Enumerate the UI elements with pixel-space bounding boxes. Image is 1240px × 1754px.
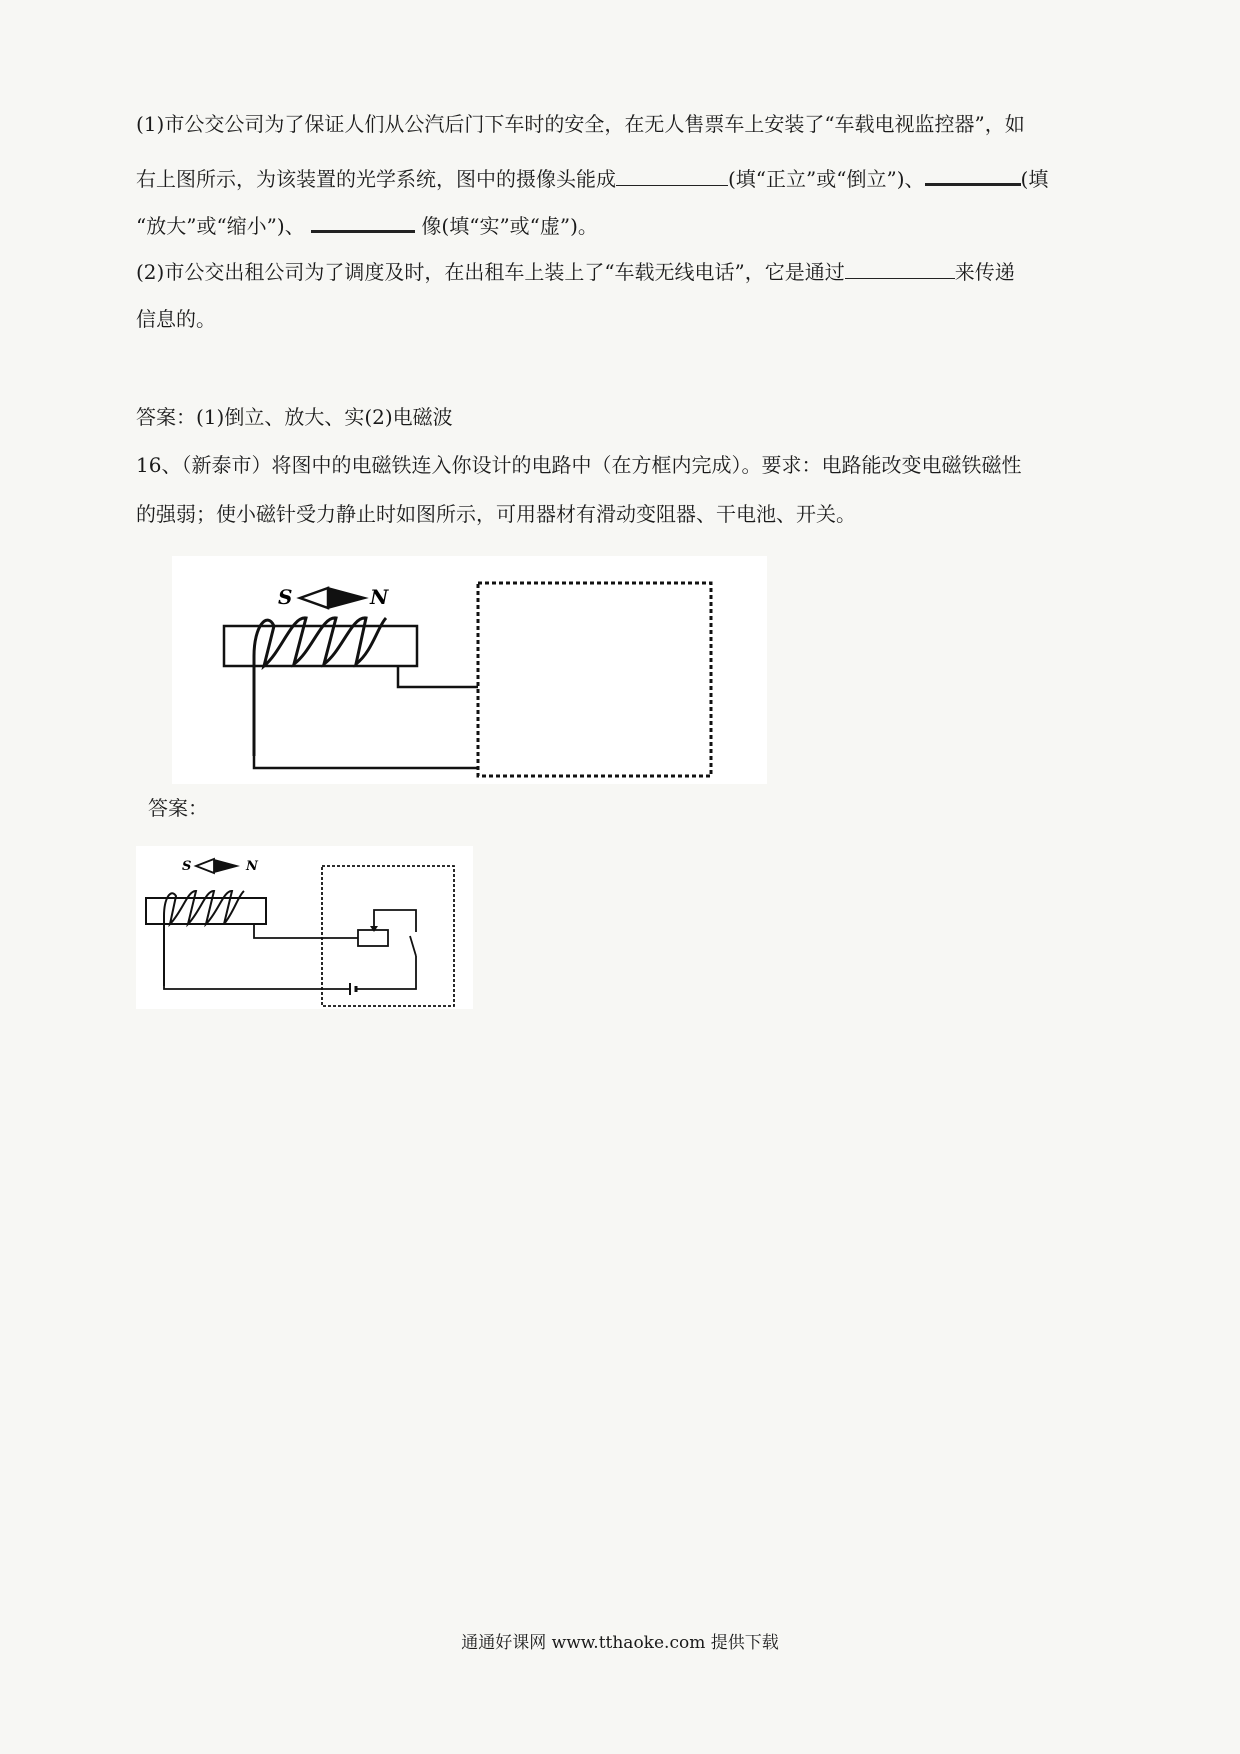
answer-wire-top bbox=[374, 910, 416, 932]
blank-image-type[interactable] bbox=[311, 210, 415, 233]
q15-line5: 信息的。 bbox=[136, 307, 216, 331]
answer-needle-south bbox=[196, 859, 214, 873]
needle-north-half bbox=[328, 588, 365, 608]
q16-line2: 的强弱；使小磁针受力静止时如图所示，可用器材有滑动变阻器、干电池、开关。 bbox=[136, 502, 856, 526]
q15-line3: “放大”或“缩小”)、 像(填“实”或“虚”)。 bbox=[136, 210, 1126, 238]
blank-signal-medium[interactable] bbox=[845, 258, 955, 279]
answer-north-label: N bbox=[246, 859, 258, 874]
answer-circuit-figure bbox=[136, 846, 473, 1009]
q15-line4: (2)市公交出租公司为了调度及时，在出租车上装上了“车载无线电话”，它是通过 来传递 bbox=[136, 260, 1015, 284]
south-label: S bbox=[278, 585, 293, 609]
design-box[interactable] bbox=[478, 583, 711, 776]
electromagnet-figure bbox=[172, 556, 767, 784]
electromagnet-diagram bbox=[172, 556, 767, 784]
wire-right bbox=[398, 666, 478, 687]
blank-orientation[interactable] bbox=[616, 165, 728, 186]
switch-blade bbox=[410, 936, 416, 956]
blank-size[interactable] bbox=[925, 163, 1021, 186]
answer-south-label: S bbox=[182, 859, 192, 874]
answer-circuit-diagram bbox=[136, 846, 473, 1009]
north-label: N bbox=[370, 585, 389, 609]
answer-15: 答案：(1)倒立、放大、实(2)电磁波 bbox=[136, 405, 453, 429]
answer-wire-bottom-right bbox=[356, 956, 416, 989]
answer-wire-right bbox=[254, 924, 358, 938]
q15-line1: (1)市公交公司为了保证人们从公汽后门下车时的安全，在无人售票车上安装了“车载电视监控器”，如 bbox=[136, 112, 1025, 136]
q15-line2: 右上图所示，为该装置的光学系统，图中的摄像头能成 (填“正立”或“倒立”)、 (填 bbox=[136, 163, 1126, 191]
wire-bottom bbox=[254, 756, 478, 768]
answer-needle-north bbox=[214, 859, 240, 873]
answer-16-label: 答案： bbox=[148, 796, 208, 820]
page-footer: 通通好课网 www.tthaoke.com 提供下载 bbox=[461, 1633, 779, 1653]
needle-south-half bbox=[300, 588, 328, 608]
q16-line1: 16、（新泰市）将图中的电磁铁连入你设计的电路中（在方框内完成）。要求：电路能改变电磁铁磁性 bbox=[136, 453, 1022, 477]
rheostat bbox=[358, 930, 388, 946]
